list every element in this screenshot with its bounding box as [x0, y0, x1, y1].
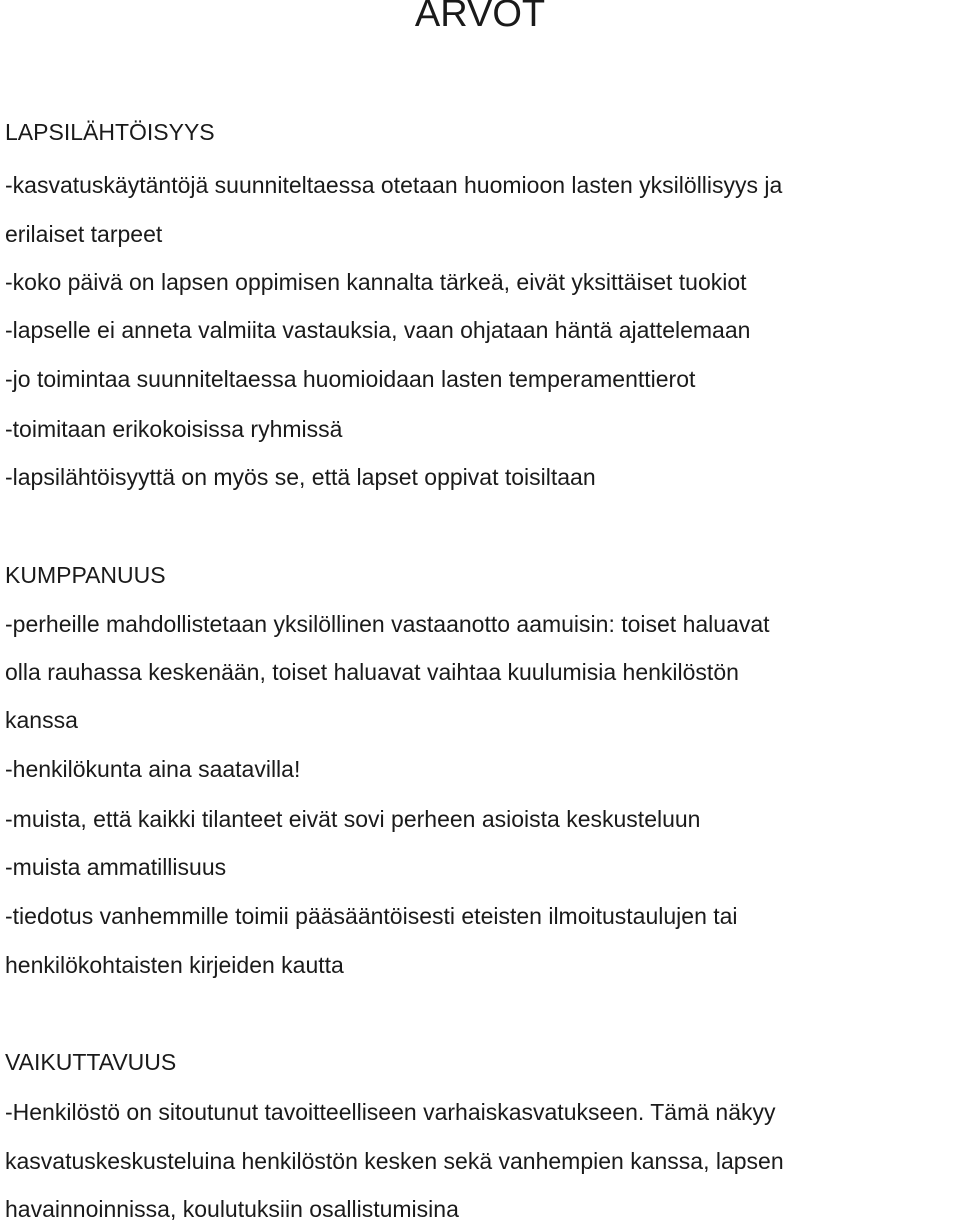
section-heading-kumppanuus: KUMPPANUUS	[5, 562, 166, 588]
section-line: -lapselle ei anneta valmiita vastauksia, vaan ohjataan häntä ajattelemaan	[5, 317, 751, 343]
section-line: -lapsilähtöisyyttä on myös se, että lapset oppivat toisiltaan	[5, 464, 596, 490]
section-line: -muista ammatillisuus	[5, 854, 227, 880]
section-line: henkilökohtaisten kirjeiden kautta	[5, 952, 344, 978]
section-heading-lapsilahtoisyys: LAPSILÄHTÖISYYS	[5, 119, 215, 145]
section-line: -tiedotus vanhemmille toimii pääsääntöisesti eteisten ilmoitustaulujen tai	[5, 903, 738, 929]
section-line: havainnoinnissa, koulutuksiin osallistumisina	[5, 1196, 459, 1222]
section-line: -kasvatuskäytäntöjä suunniteltaessa otetaan huomioon lasten yksilöllisyys ja	[5, 172, 783, 198]
section-line: -jo toimintaa suunniteltaessa huomioidaan lasten temperamenttierot	[5, 366, 696, 392]
section-line: -Henkilöstö on sitoutunut tavoitteelliseen varhaiskasvatukseen. Tämä näkyy	[5, 1099, 776, 1125]
section-line: -henkilökunta aina saatavilla!	[5, 756, 301, 782]
section-line: kanssa	[5, 707, 78, 733]
section-heading-vaikuttavuus: VAIKUTTAVUUS	[5, 1049, 177, 1075]
section-line: olla rauhassa keskenään, toiset haluavat vaihtaa kuulumisia henkilöstön	[5, 659, 739, 685]
section-line: erilaiset tarpeet	[5, 221, 163, 247]
section-line: kasvatuskeskusteluina henkilöstön kesken sekä vanhempien kanssa, lapsen	[5, 1148, 784, 1174]
section-line: -koko päivä on lapsen oppimisen kannalta tärkeä, eivät yksittäiset tuokiot	[5, 269, 747, 295]
section-line: -perheille mahdollistetaan yksilöllinen vastaanotto aamuisin: toiset haluavat	[5, 611, 770, 637]
page-title: ARVOT	[414, 0, 546, 35]
section-line: -muista, että kaikki tilanteet eivät sovi perheen asioista keskusteluun	[5, 806, 701, 832]
section-line: -toimitaan erikokoisissa ryhmissä	[5, 416, 343, 442]
